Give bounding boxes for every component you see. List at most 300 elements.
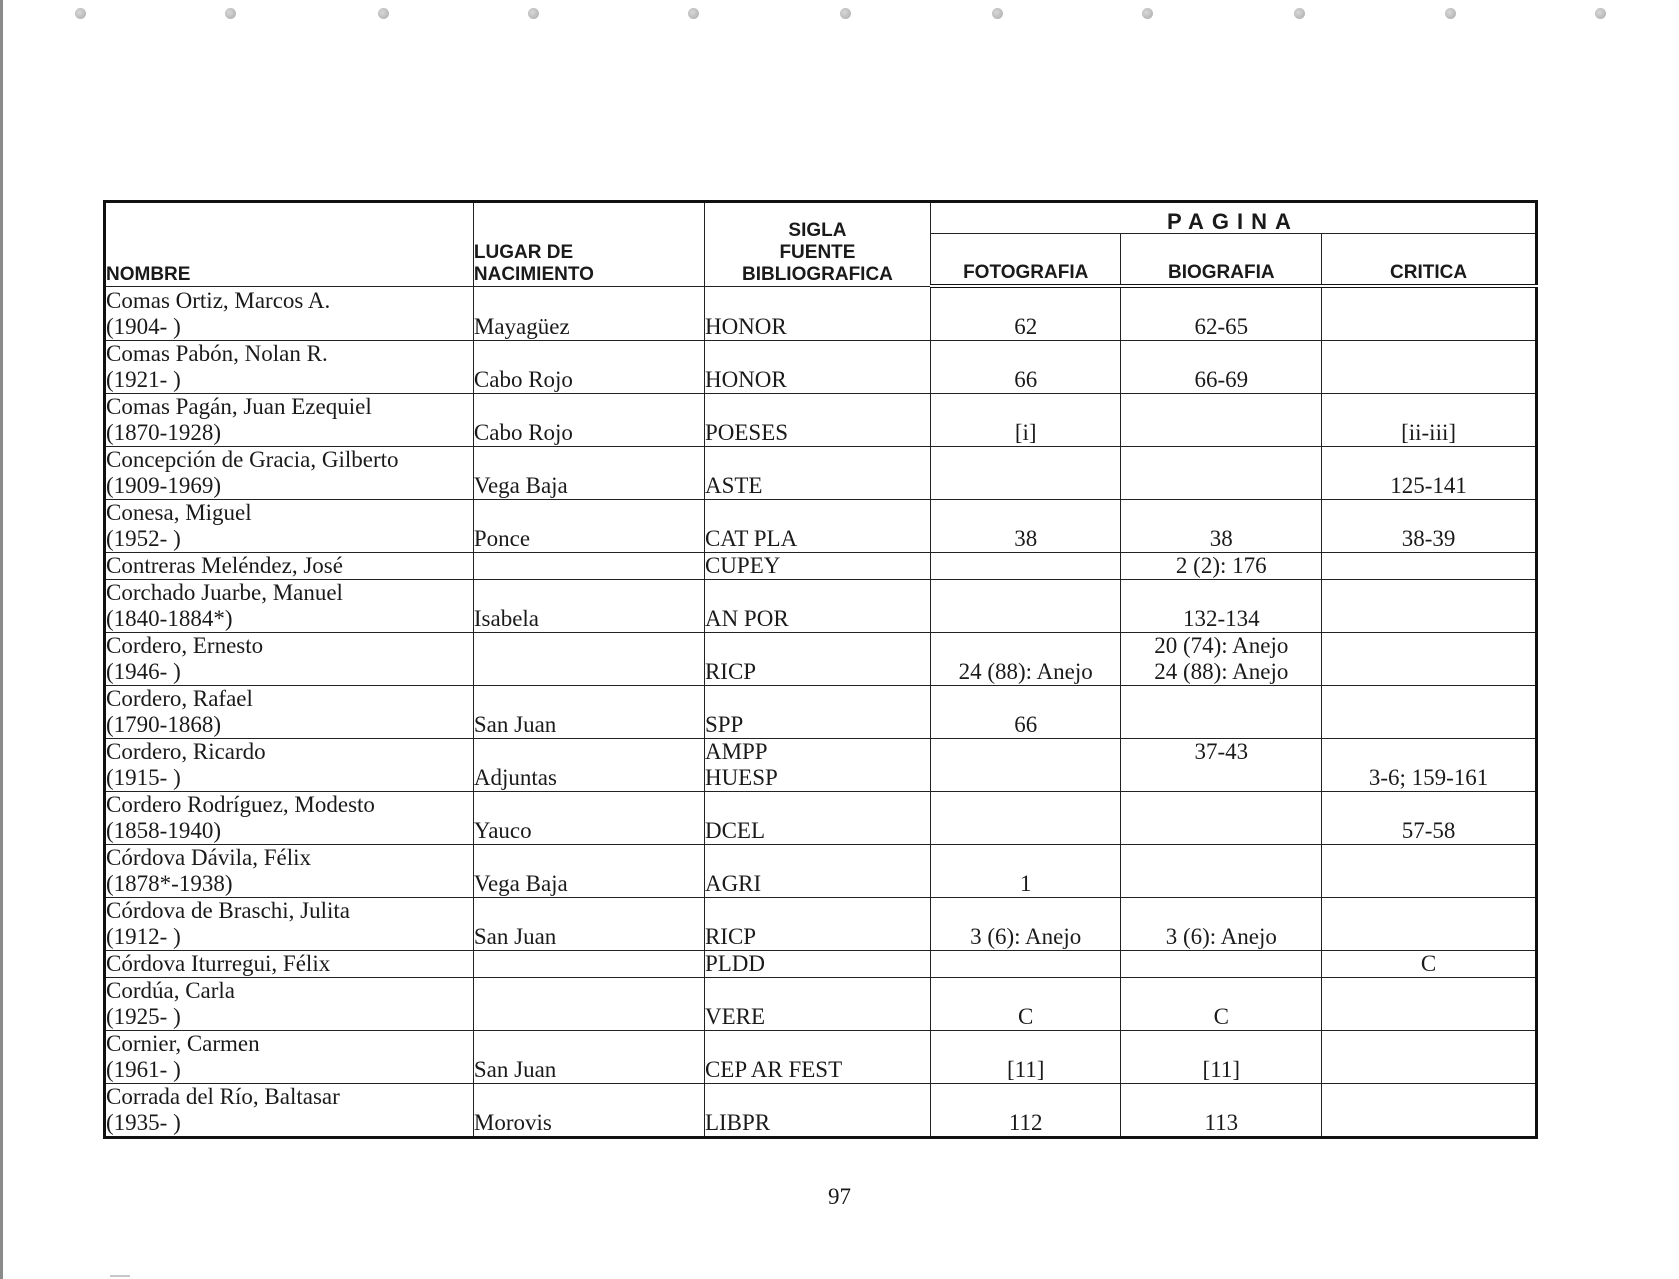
name-cell [105,633,474,686]
sigla-text: PLDD [704,951,766,976]
lugar-text: Adjuntas [473,765,557,790]
biografia-text [1121,394,1321,420]
biografia-text: 113 [1204,1110,1239,1135]
sigla-text: LIBPR [704,1110,771,1135]
critica-cell [1322,500,1537,553]
biografia-text [1121,500,1321,526]
critica-text [1322,394,1535,420]
fotografia-text [931,447,1121,473]
fotografia-text: 66 [1014,367,1038,392]
fotografia-cell [930,447,1121,500]
sigla-text: DCEL [704,818,766,843]
biografia-cell [1121,686,1322,739]
lugar-cell [473,394,704,447]
biografia-text [1121,686,1321,712]
header-pagina-label: PAGINA [1167,209,1299,234]
fotografia-cell [930,686,1121,739]
biografia-text [1121,792,1321,818]
header-nombre [105,202,474,287]
page-left-edge [0,0,3,1279]
lugar-cell [473,286,704,341]
critica-cell [1322,792,1537,845]
lugar-text: Morovis [473,1110,552,1135]
table-header [105,202,1537,287]
page-mark [110,1275,130,1277]
sigla-text [705,845,930,871]
lugar-text: Mayagüez [473,314,570,339]
fotografia-cell [930,580,1121,633]
binder-hole [225,8,236,19]
fotografia-text: 112 [1008,1110,1043,1135]
critica-cell [1322,845,1537,898]
fotografia-cell [930,792,1121,845]
table-row [105,633,1537,686]
critica-text [1322,924,1535,950]
fotografia-text [931,686,1121,712]
sigla-text: HONOR [704,367,787,392]
biografia-cell [1121,898,1322,951]
name-text: (1904- ) [106,314,181,339]
lugar-text: Isabela [473,606,540,631]
table-row [105,580,1537,633]
table-row [105,1084,1537,1138]
header-sigla-line3: BIBLIOGRAFICA [741,263,893,285]
name-text: Cordero, Rafael [106,686,253,711]
fotografia-text [931,394,1121,420]
biografia-text [1121,288,1321,314]
critica-text [1322,1110,1535,1136]
sigla-cell [704,845,930,898]
critica-text: [ii-iii] [1401,420,1457,445]
sigla-text: RICP [704,924,757,949]
sigla-text: AN POR [704,606,789,631]
header-lugar [473,202,704,287]
sigla-text: HUESP [704,765,778,790]
critica-cell [1322,633,1537,686]
critica-text [1322,792,1535,818]
critica-text [1322,341,1535,367]
sigla-cell [704,394,930,447]
sigla-text [705,1031,930,1057]
binder-hole [840,8,851,19]
lugar-text [474,1031,704,1057]
name-text: Comas Pabón, Nolan R. [106,341,328,366]
name-text: (1840-1884*) [106,606,233,631]
sigla-cell [704,978,930,1031]
critica-text [1322,978,1535,1004]
sigla-cell [704,633,930,686]
lugar-text [474,633,704,659]
lugar-text: San Juan [473,712,557,737]
sigla-text: CEP AR FEST [704,1057,843,1082]
fotografia-text [931,553,1121,579]
biografia-cell [1121,845,1322,898]
sigla-text [705,288,930,314]
critica-cell [1322,447,1537,500]
biografia-text: 132-134 [1182,606,1260,631]
lugar-cell [473,580,704,633]
name-cell [105,341,474,394]
name-text: (1952- ) [106,526,181,551]
sigla-text [705,394,930,420]
biografia-text: 20 (74): Anejo [1154,633,1289,658]
fotografia-cell [930,845,1121,898]
critica-text [1322,553,1535,579]
header-sigla-line2: FUENTE [779,241,856,263]
critica-text: 3-6; 159-161 [1368,765,1489,790]
sigla-text: AGRI [704,871,762,896]
table-body [105,286,1537,1138]
name-text: Conesa, Miguel [106,500,252,525]
biografia-cell [1121,978,1322,1031]
name-text: Contreras Meléndez, José [106,553,343,578]
fotografia-text: C [1018,1004,1034,1029]
binder-hole [1142,8,1153,19]
name-cell [105,845,474,898]
lugar-cell [473,898,704,951]
biografia-text [1121,447,1321,473]
header-sigla [704,202,930,287]
sigla-cell [704,1031,930,1084]
critica-text [1322,580,1535,606]
lugar-text [474,553,704,579]
critica-text [1322,1084,1535,1110]
biografia-text [1121,951,1321,977]
fotografia-text [931,739,1121,765]
lugar-text [474,686,704,712]
name-text: Córdova Dávila, Félix [106,845,312,870]
name-cell [105,792,474,845]
sigla-cell [704,792,930,845]
biografia-cell [1121,1084,1322,1138]
sigla-cell [704,1084,930,1138]
fotografia-text: [11] [1006,1057,1045,1082]
sigla-cell [704,286,930,341]
name-text: Cordero Rodríguez, Modesto [106,792,375,817]
critica-text [1322,367,1535,393]
lugar-cell [473,633,704,686]
name-cell [105,286,474,341]
fotografia-text [931,473,1121,499]
name-text: (1935- ) [106,1110,181,1135]
lugar-text: Vega Baja [473,871,568,896]
lugar-text [474,394,704,420]
biografia-text [1121,978,1321,1004]
biografia-text [1121,580,1321,606]
sigla-text: AMPP [704,739,768,764]
sigla-text [705,633,930,659]
lugar-text [474,792,704,818]
sigla-cell [704,500,930,553]
sigla-text: CUPEY [704,553,781,578]
lugar-cell [473,739,704,792]
sigla-cell [704,898,930,951]
critica-cell [1322,553,1537,580]
name-cell [105,553,474,580]
fotografia-text [931,1031,1121,1057]
fotografia-text: 66 [1014,712,1038,737]
name-text: Concepción de Gracia, Gilberto [106,447,399,472]
biografia-text [1121,898,1321,924]
sigla-cell [704,553,930,580]
sigla-text [705,580,930,606]
biografia-text: 37-43 [1194,739,1249,764]
lugar-text [474,951,704,977]
sigla-cell [704,686,930,739]
lugar-text: Ponce [473,526,531,551]
fotografia-text [931,500,1121,526]
table-row [105,341,1537,394]
lugar-text: Cabo Rojo [473,367,573,392]
fotografia-text [931,765,1121,791]
sigla-cell [704,447,930,500]
critica-cell [1322,951,1537,978]
critica-text [1322,288,1535,314]
sigla-text [705,898,930,924]
biografia-text [1121,341,1321,367]
sigla-text [705,686,930,712]
lugar-cell [473,1031,704,1084]
lugar-cell [473,1084,704,1138]
critica-text [1322,659,1535,685]
sigla-text: RICP [704,659,757,684]
sigla-cell [704,951,930,978]
name-text: (1915- ) [106,765,181,790]
biografia-text [1121,818,1321,844]
critica-text [1322,871,1535,897]
name-cell [105,951,474,978]
fotografia-cell [930,500,1121,553]
table-row [105,845,1537,898]
name-text: (1790-1868) [106,712,221,737]
biografia-text: [11] [1202,1057,1241,1082]
name-text: (1909-1969) [106,473,221,498]
name-cell [105,686,474,739]
lugar-text [474,659,704,685]
sigla-text: POESES [704,420,789,445]
sigla-text [705,447,930,473]
fotografia-cell [930,633,1121,686]
lugar-text [474,341,704,367]
lugar-text: Vega Baja [473,473,568,498]
name-text: (1946- ) [106,659,181,684]
table-row [105,978,1537,1031]
fotografia-text: 1 [1019,871,1032,896]
fotografia-text [931,633,1121,659]
lugar-text [474,1004,704,1030]
fotografia-text [931,288,1121,314]
fotografia-cell [930,739,1121,792]
fotografia-cell [930,1031,1121,1084]
header-sigla-line1: SIGLA [788,219,847,241]
biografia-cell [1121,447,1322,500]
critica-text [1322,447,1535,473]
lugar-cell [473,978,704,1031]
table-row [105,739,1537,792]
critica-cell [1322,394,1537,447]
table-row [105,286,1537,341]
critica-cell [1322,978,1537,1031]
lugar-cell [473,341,704,394]
binder-hole [1595,8,1606,19]
table-row [105,951,1537,978]
name-text: (1912- ) [106,924,181,949]
name-text: Cordúa, Carla [106,978,236,1003]
critica-cell [1322,341,1537,394]
fotografia-text [931,978,1121,1004]
critica-text: 57-58 [1401,818,1456,843]
biografia-text [1121,473,1321,499]
biografia-cell [1121,1031,1322,1084]
name-text: Comas Ortiz, Marcos A. [106,288,331,313]
fotografia-text [931,818,1121,844]
fotografia-text: [i] [1014,420,1037,445]
fotografia-cell [930,1084,1121,1138]
critica-cell [1322,286,1537,341]
biografia-cell [1121,633,1322,686]
lugar-cell [473,686,704,739]
name-text: Cordero, Ricardo [106,739,266,764]
name-text: (1961- ) [106,1057,181,1082]
table-row [105,394,1537,447]
lugar-text: San Juan [473,1057,557,1082]
critica-cell [1322,898,1537,951]
sigla-text [705,341,930,367]
fotografia-text [931,606,1121,632]
critica-text [1322,739,1535,765]
name-text: (1878*-1938) [106,871,233,896]
header-nombre-label: NOMBRE [106,263,191,285]
biografia-text [1121,712,1321,738]
critica-cell [1322,686,1537,739]
name-cell [105,1031,474,1084]
header-row-top [105,202,1537,234]
critica-text: 38-39 [1401,526,1456,551]
binder-hole [528,8,539,19]
lugar-text [474,288,704,314]
sigla-text [705,792,930,818]
critica-text [1322,1031,1535,1057]
fotografia-text: 62 [1014,314,1038,339]
name-text: Corrada del Río, Baltasar [106,1084,340,1109]
fotografia-text [931,341,1121,367]
biografia-text: 38 [1209,526,1233,551]
name-cell [105,978,474,1031]
biografia-cell [1121,739,1322,792]
lugar-text: Cabo Rojo [473,420,573,445]
biografia-cell [1121,500,1322,553]
lugar-cell [473,500,704,553]
lugar-text [474,978,704,1004]
sigla-text: VERE [704,1004,766,1029]
name-text: Cordero, Ernesto [106,633,264,658]
lugar-text [474,898,704,924]
critica-text [1322,500,1535,526]
lugar-cell [473,792,704,845]
fotografia-text [931,580,1121,606]
name-cell [105,394,474,447]
lugar-cell [473,553,704,580]
biografia-cell [1121,394,1322,447]
header-lugar-line1: LUGAR DE [473,241,574,263]
critica-text [1322,898,1535,924]
critica-text: 125-141 [1390,473,1467,498]
fotografia-text: 3 (6): Anejo [970,924,1082,949]
name-text: Córdova Iturregui, Félix [106,951,331,976]
critica-cell [1322,739,1537,792]
lugar-cell [473,447,704,500]
header-pagina [930,202,1536,234]
name-cell [105,447,474,500]
header-biografia [1121,234,1322,287]
name-text: (1858-1940) [106,818,221,843]
name-cell [105,898,474,951]
lugar-text [474,739,704,765]
critica-cell [1322,1084,1537,1138]
header-biografia-label: BIOGRAFIA [1167,262,1275,283]
lugar-cell [473,951,704,978]
table-row [105,792,1537,845]
fotografia-cell [930,553,1121,580]
fotografia-text [931,1084,1121,1110]
critica-text [1322,845,1535,871]
critica-text: C [1420,951,1437,976]
sigla-text [705,1084,930,1110]
biografia-cell [1121,286,1322,341]
fotografia-text [931,951,1121,977]
critica-text [1322,633,1535,659]
critica-text [1322,314,1535,340]
name-cell [105,580,474,633]
fotografia-text [931,845,1121,871]
sigla-cell [704,341,930,394]
sigla-text: HONOR [704,314,787,339]
binder-hole [688,8,699,19]
header-lugar-line2: NACIMIENTO [473,263,594,285]
biografia-cell [1121,341,1322,394]
fotografia-text: 24 (88): Anejo [958,659,1093,684]
biografia-cell [1121,553,1322,580]
table-row [105,686,1537,739]
binder-hole [992,8,1003,19]
critica-text [1322,686,1535,712]
lugar-text [474,580,704,606]
binder-hole [1445,8,1456,19]
name-cell [105,739,474,792]
sigla-text [705,500,930,526]
biografia-text [1121,845,1321,871]
biografia-cell [1121,580,1322,633]
fotografia-cell [930,951,1121,978]
critica-cell [1322,580,1537,633]
table-row [105,500,1537,553]
name-text: Comas Pagán, Juan Ezequiel [106,394,372,419]
table-row [105,447,1537,500]
name-text: (1870-1928) [106,420,221,445]
page-number: 97 [828,1184,851,1209]
table-row [105,898,1537,951]
header-fotografia [930,234,1121,287]
bibliography-table [103,200,1538,1139]
biografia-text [1121,871,1321,897]
fotografia-cell [930,341,1121,394]
critica-text [1322,712,1535,738]
name-cell [105,1084,474,1138]
name-text: (1925- ) [106,1004,181,1029]
binder-hole [75,8,86,19]
biografia-text [1121,1031,1321,1057]
critica-text [1322,1057,1535,1083]
